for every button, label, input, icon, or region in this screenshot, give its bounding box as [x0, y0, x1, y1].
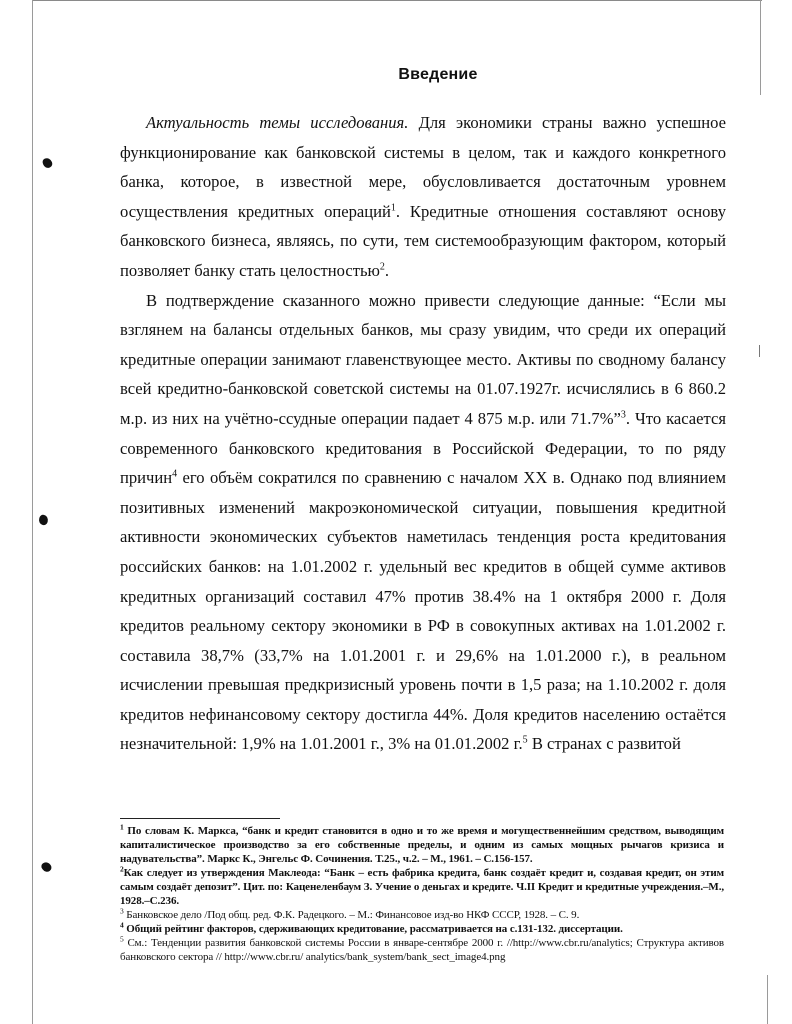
- footnote-ref[interactable]: 2: [379, 261, 385, 273]
- footnote-number: 2: [120, 864, 124, 874]
- paragraph-text: . Что касается современного банковского кредитования в Российской Федерации, то по ряду причин: [120, 408, 726, 488]
- document-page: [120, 66, 726, 759]
- paragraph-lead-italic: Актуальность темы исследования.: [146, 113, 409, 132]
- footnote-3: [120, 908, 724, 922]
- footnote-separator: [120, 818, 280, 819]
- footnote-text: Как следует из утверждения Маклеода: “Банк – есть фабрика кредита, банк создаёт кредит и, создавая кредит, он этим самым создаёт депозит”. Цит. по: Каценеленбаум З. Учение о деньгах и кредите. Ч.II Кредит и кредитные учреждения.–М., 1928.–С.236.: [120, 867, 724, 907]
- footnote-text: По словам К. Маркса, “банк и кредит становится в одно и то же время и могущественнейшим средством, выводящим капиталистическое производство за его собственные пределы, и одним из самых мощных рычагов кризиса и надувательства”. Маркс К., Энгельс Ф. Сочинения. Т.25., ч.2. – М., 1961. – С.156-157.: [120, 825, 724, 865]
- paragraph-text: . Кредитные отношения составляют основу банковского бизнеса, являясь, по сути, тем системообразующим фактором, который позволяет банку стать целостностью: [120, 201, 726, 280]
- paragraph-relevance: [120, 108, 726, 286]
- page-title: Введение: [398, 66, 478, 83]
- scan-stray-mark: [759, 345, 760, 357]
- footnote-ref[interactable]: 3: [620, 409, 626, 421]
- footnote-text[interactable]: См.: Тенденции развития банковской системы России в январе-сентябре 2000 г. //http://www.cbr.ru/analytics; Структура активов банковского сектора // http://www.cbr.ru/ analytics/bank_system/bank_sect_image4.png: [120, 937, 724, 963]
- margin-ink-mark: [42, 157, 54, 169]
- footnote-number: 5: [120, 934, 124, 944]
- footnote-text: Общий рейтинг факторов, сдерживающих кредитование, рассматривается на с.131-132. диссертации.: [123, 923, 623, 935]
- scan-edge-left: [32, 0, 33, 1024]
- footnote-ref[interactable]: 4: [172, 468, 178, 480]
- footnote-4: [120, 922, 724, 936]
- scan-edge-right-bottom: [767, 975, 768, 1024]
- footnote-number: 1: [120, 822, 124, 832]
- footnote-ref[interactable]: 1: [390, 202, 396, 214]
- margin-ink-mark: [40, 860, 53, 873]
- footnote-1: [120, 824, 724, 866]
- footnote-number: 4: [120, 920, 124, 930]
- footnote-text: Банковское дело /Под общ. ред. Ф.К. Радецкого. – М.: Финансовое изд-во НКФ СССР, 1928. – С. 9.: [123, 909, 580, 921]
- footnote-2: [120, 866, 724, 908]
- paragraph-text: его объём сократился по сравнению с началом XX в. Однако под влиянием позитивных изменений макроэкономической ситуации, повышения кредитной активности экономических субъектов наметилась тенденция роста кредитования российских банков: на 1.01.2002 г. удельный вес кредитов в общей сумме активов кредитных организаций составил 47% против 38.4% на 1 октября 2000 г. Доля кредитов реальному сектору экономики в РФ в совокупных активах на 1.01.2002 г. составила 38,7% (33,7% на 1.01.2001 г. и 29,6% на 1.01.2000 г.), в реальном исчислении превышая предкризисный уровень почти в 1,5 раза; на 1.10.2002 г. доля кредитов нефинансовому сектору достигла 44%. Доля кредитов населению остаётся незначительной: 1,9% на 1.01.2001 г., 3% на 01.01.2002 г.: [120, 468, 726, 754]
- paragraph-text: В странах с развитой: [527, 734, 681, 754]
- footnote-number: 3: [120, 906, 124, 916]
- margin-ink-mark: [38, 514, 49, 526]
- paragraph-text: .: [384, 260, 390, 280]
- footnotes-section: [120, 818, 724, 964]
- scan-edge-top: [32, 0, 762, 1]
- scan-edge-right: [760, 0, 761, 95]
- paragraph-data: [120, 286, 726, 760]
- paragraph-text: Для экономики страны важно успешное функционирование как банковской системы в целом, так и каждого конкретного банка, которое, в известной мере, обусловливается достаточным уровнем осуществления кредитных операций: [120, 113, 726, 221]
- paragraph-text: В подтверждение сказанного можно привести следующие данные: “Если мы взглянем на балансы отдельных банков, мы сразу увидим, что среди их операций кредитные операции занимают главенствующее место. Активы по сводному балансу всей кредитно-банковской советской системы на 01.07.1927г. исчислялись в 6 860.2 м.р. из них на учётно-ссудные операции падает 4 875 м.р. или 71.7%”: [120, 290, 726, 428]
- footnote-ref[interactable]: 5: [522, 734, 528, 746]
- footnote-5: [120, 936, 724, 964]
